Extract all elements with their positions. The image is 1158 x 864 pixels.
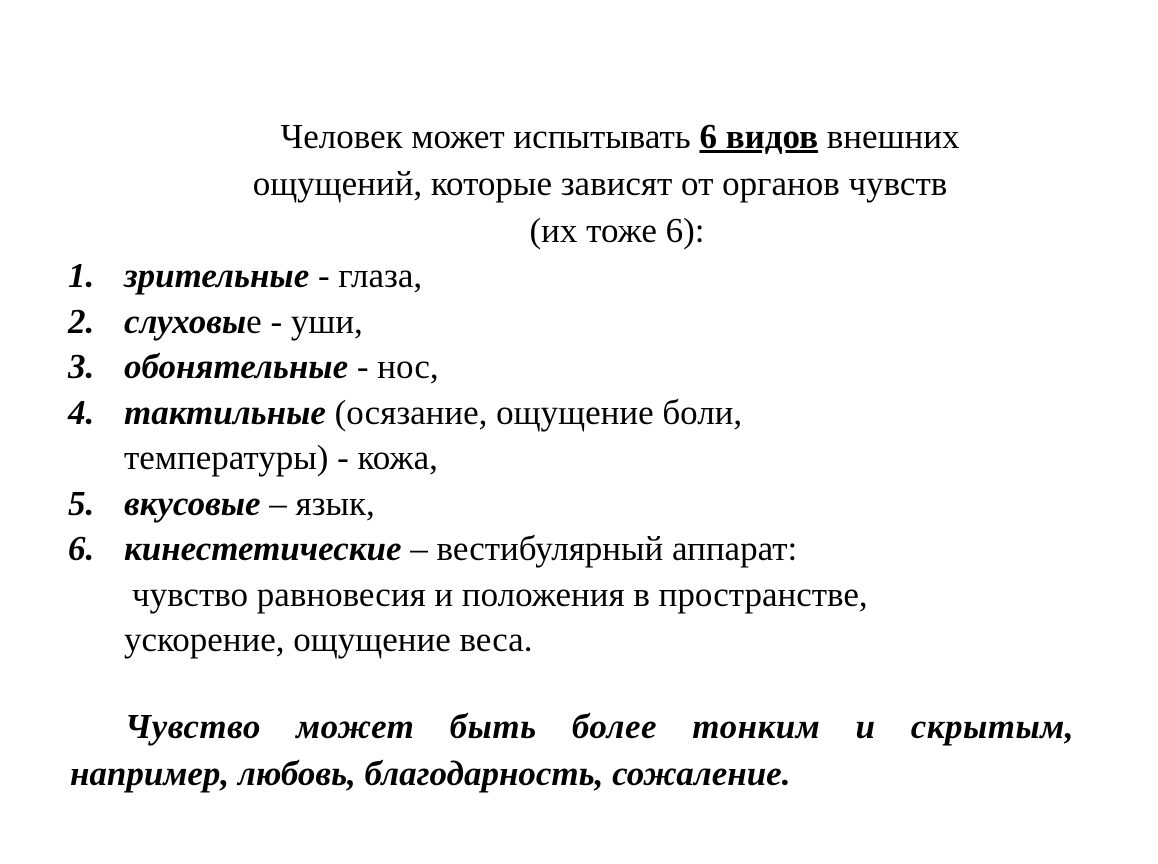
list-item <box>68 481 1128 527</box>
intro-line-2: ощущений, которые зависят от органов чувств <box>252 164 948 203</box>
list-item <box>68 526 1128 663</box>
intro-text: Человек может испытывать <box>280 117 700 156</box>
item-continuation: температуры) - кожа, <box>124 438 438 477</box>
item-number: 1. <box>68 256 95 295</box>
item-text: - нос, <box>348 347 439 386</box>
item-number: 6. <box>68 529 95 568</box>
item-term: тактильные <box>124 392 326 432</box>
intro-text: внешних <box>818 117 960 156</box>
item-number: 5. <box>68 483 95 523</box>
item-term: обонятельные <box>124 347 349 386</box>
item-text: е - уши, <box>246 301 363 341</box>
item-text: – вестибулярный аппарат: <box>401 529 798 568</box>
item-number: 3. <box>68 347 95 386</box>
closing-line-2: например, любовь, благодарность, сожаление. <box>70 754 791 793</box>
item-text: – язык, <box>260 483 375 523</box>
list-item <box>68 344 1128 390</box>
item-term: кинестетические <box>124 529 402 568</box>
item-continuation: ускорение, ощущение веса. <box>124 620 533 659</box>
item-term: вкусовые <box>124 483 261 523</box>
item-number: 4. <box>68 392 95 432</box>
senses-list <box>68 253 1128 663</box>
item-term: слуховы <box>124 301 247 341</box>
list-item <box>68 299 1128 345</box>
intro-emphasis: 6 видов <box>699 117 819 156</box>
list-item <box>68 390 1128 481</box>
item-text: (осязание, ощущение боли, <box>325 392 743 432</box>
item-number: 2. <box>68 301 95 341</box>
intro-line-3: (их тоже 6): <box>529 211 705 250</box>
closing-line-1: Чувство может быть более тонким и скрытым, <box>125 707 1074 746</box>
item-text: - глаза, <box>309 256 423 295</box>
closing-statement <box>70 703 1074 797</box>
intro-paragraph <box>120 113 1080 254</box>
intro-line-1 <box>120 113 1080 160</box>
item-term: зрительные <box>124 256 310 295</box>
item-continuation: чувство равновесия и положения в пространстве, <box>132 574 868 614</box>
list-item <box>68 253 1128 299</box>
